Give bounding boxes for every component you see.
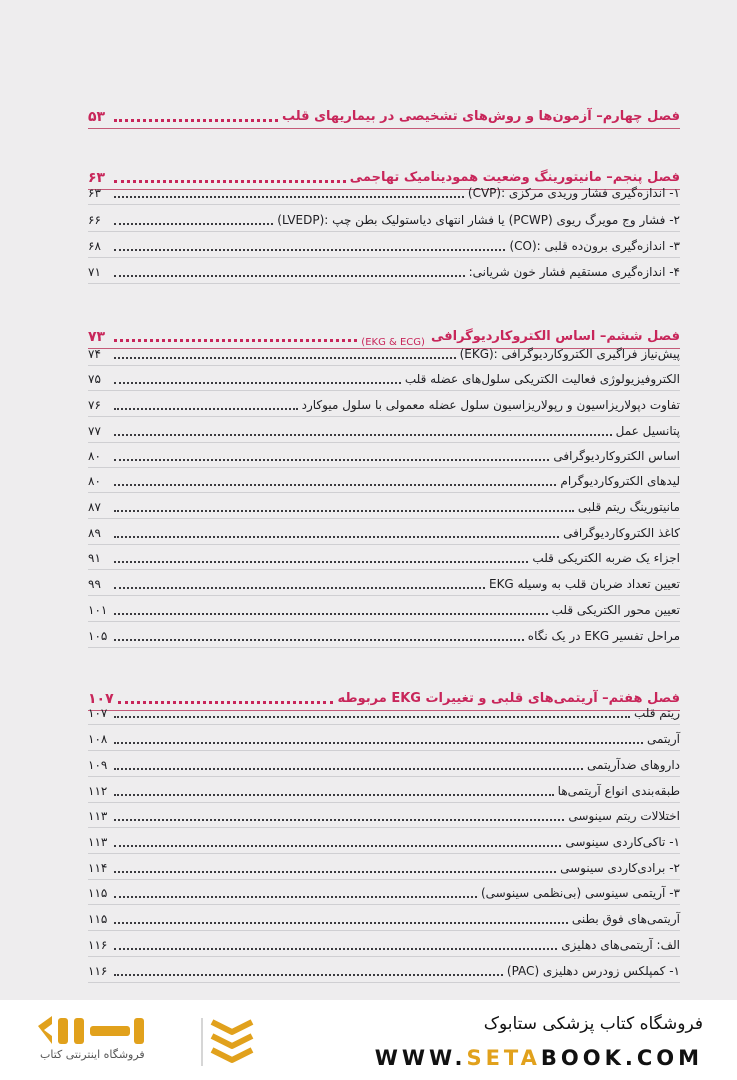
page-number: ۱۱۵: [88, 912, 108, 926]
page-number: ۶۳: [88, 170, 106, 186]
toc-entry-row[interactable]: [88, 392, 680, 417]
dot-leader: [114, 248, 505, 251]
entry-title: پیش‌نیاز فراگیری الکتروکاردیوگرافی :(EKG): [459, 347, 680, 361]
toc-entry-row[interactable]: [88, 418, 680, 443]
dot-leader: [114, 118, 278, 122]
toc-entry-row[interactable]: [88, 443, 680, 468]
page-number: ۱۰۸: [88, 732, 108, 746]
dot-leader: [114, 741, 643, 744]
page-number: ۵۳: [88, 109, 106, 125]
entry-title: آریتمی: [646, 732, 680, 746]
page-number: ۷۳: [88, 329, 106, 345]
page-number: ۱۱۳: [88, 809, 108, 823]
entry-title: ۳- آریتمی سینوسی (بی‌نظمی سینوسی): [480, 886, 680, 900]
toc-entry-row[interactable]: [88, 233, 680, 258]
page-number: ۱۰۵: [88, 629, 108, 643]
chapter-tag: (EKG & ECG): [361, 337, 425, 348]
logo-caption: فروشگاه اینترنتی کتاب: [40, 1048, 145, 1061]
entry-title: اساس الکتروکاردیوگرافی: [553, 449, 680, 463]
page-number: ۷۶: [88, 398, 101, 412]
toc-entry-row[interactable]: [88, 180, 680, 205]
page-number: ۶۶: [88, 213, 101, 227]
chapter-title: فصل هفتم– آریتمی‌های قلبی و تغییرات EKG مربوطه: [337, 691, 680, 706]
entry-title: اجزاء یک ضربه الکتریکی قلب: [532, 551, 680, 565]
chapter-title: فصل ششم– اساس الکتروکاردیوگرافی: [430, 329, 680, 344]
entry-title: ۱- تاکی‌کاردی سینوسی: [565, 835, 680, 849]
toc-entry-row[interactable]: [88, 545, 680, 570]
store-name: فروشگاه کتاب پزشکی ستابوک: [483, 1014, 703, 1034]
page-number: ۷۴: [88, 347, 101, 361]
dot-leader: [114, 560, 528, 563]
toc-entry-row[interactable]: [88, 341, 680, 366]
toc-entry-row[interactable]: [88, 880, 680, 905]
toc-entry-row[interactable]: [88, 366, 680, 391]
toc-entry-row[interactable]: [88, 520, 680, 545]
toc-entry-row[interactable]: [88, 259, 680, 284]
page-number: ۷۵: [88, 372, 101, 386]
toc-entry-row[interactable]: [88, 207, 680, 232]
dot-leader: [114, 818, 564, 821]
page-number: ۹۱: [88, 551, 101, 565]
page-number: ۱۱۵: [88, 886, 108, 900]
toc-entry-row[interactable]: [88, 752, 680, 777]
toc-entry-row[interactable]: [88, 700, 680, 725]
toc-entry-row[interactable]: [88, 571, 680, 596]
page-number: ۱۱۶: [88, 938, 108, 952]
dot-leader: [114, 870, 556, 873]
entry-title: پتانسیل عمل: [615, 424, 680, 438]
entry-title: مراحل تفسیر EKG در یک نگاه: [527, 629, 680, 643]
dot-leader: [114, 844, 561, 847]
page-number: ۷۷: [88, 424, 101, 438]
entry-title: مانیتورینگ ریتم قلبی: [577, 500, 680, 514]
dot-leader: [114, 407, 298, 410]
dot-leader: [114, 483, 556, 486]
entry-title: الف: آریتمی‌های دهلیزی: [561, 938, 680, 952]
toc-entry-row[interactable]: [88, 597, 680, 622]
entry-title: ۴- اندازه‌گیری مستقیم فشار خون شریانی:: [468, 265, 680, 279]
page-number: ۸۰: [88, 449, 101, 463]
dot-leader: [114, 381, 401, 384]
toc-entry-row[interactable]: [88, 932, 680, 957]
entry-title: ۱- کمپلکس زودرس دهلیزی (PAC): [506, 964, 680, 978]
dot-leader: [114, 586, 485, 589]
dot-leader: [114, 895, 477, 898]
page-number: ۹۹: [88, 577, 101, 591]
page-number: ۶۸: [88, 239, 101, 253]
dot-leader: [114, 638, 524, 641]
dot-leader: [114, 433, 612, 436]
toc-entry-row[interactable]: [88, 726, 680, 751]
toc-entry-row[interactable]: [88, 468, 680, 493]
entry-title: الکتروفیزیولوژی فعالیت الکتریکی سلول‌های عضله قلب: [404, 372, 680, 386]
toc-entry-row[interactable]: [88, 906, 680, 931]
page-number: ۱۱۳: [88, 835, 108, 849]
page-number: ۱۰۷: [88, 706, 108, 720]
page-number: ۸۷: [88, 500, 101, 514]
page-number: ۱۰۷: [88, 691, 114, 707]
page-number: ۸۰: [88, 474, 101, 488]
chapter-title: فصل پنجم– مانیتورینگ وضعیت همودینامیک تهاجمی: [349, 170, 680, 185]
entry-title: ۳- اندازه‌گیری برون‌ده قلبی :(CO): [509, 239, 680, 253]
page-number: ۶۳: [88, 186, 101, 200]
entry-title: ۲- فشار وج مویرگ ریوی (PCWP) یا فشار انتهای دیاستولیک بطن چپ :(LVEDP): [277, 213, 680, 227]
page-number: ۱۱۶: [88, 964, 108, 978]
page-number: ۱۰۹: [88, 758, 108, 772]
dot-leader: [114, 767, 583, 770]
entry-title: لیدهای الکتروکاردیوگرام: [560, 474, 680, 488]
entry-title: کاغذ الکتروکاردیوگرافی: [563, 526, 680, 540]
toc-entry-row[interactable]: [88, 829, 680, 854]
setabook-logo-icon: [34, 1012, 254, 1072]
chapter-title: فصل چهارم– آزمون‌ها و روش‌های تشخیصی در بیماریهای قلب: [281, 109, 680, 124]
dot-leader: [114, 793, 554, 796]
entry-title: آریتمی‌های فوق بطنی: [571, 912, 680, 926]
toc-entry-row[interactable]: [88, 778, 680, 803]
dot-leader: [114, 274, 465, 277]
url-prefix: WWW.: [374, 1046, 467, 1070]
entry-title: اختلالات ریتم سینوسی: [568, 809, 680, 823]
dot-leader: [114, 356, 456, 359]
dot-leader: [114, 715, 630, 718]
entry-title: ۱- اندازه‌گیری فشار وریدی مرکزی :(CVP): [467, 186, 680, 200]
toc-entry-row[interactable]: [88, 958, 680, 983]
dot-leader: [114, 458, 549, 461]
entry-title: ۲- برادی‌کاردی سینوسی: [560, 861, 680, 875]
store-url[interactable]: [375, 1046, 703, 1070]
entry-title: تعیین محور الکتریکی قلب: [551, 603, 680, 617]
page-number: ۷۱: [88, 265, 101, 279]
dot-leader: [114, 947, 557, 950]
toc-entry-row[interactable]: [88, 855, 680, 880]
url-accent: SETA: [466, 1046, 541, 1070]
page-number: ۱۰۱: [88, 603, 108, 617]
dot-leader: [114, 509, 574, 512]
entry-title: داروهای ضدآریتمی: [587, 758, 680, 772]
dot-leader: [114, 973, 503, 976]
dot-leader: [114, 612, 548, 615]
entry-title: تفاوت دپولاریزاسیون و رپولاریزاسیون سلول عضله معمولی با سلول میوکارد: [301, 398, 680, 412]
toc-entry-row[interactable]: [88, 494, 680, 519]
page-number: ۱۱۲: [88, 784, 108, 798]
url-suffix: BOOK.COM: [540, 1046, 703, 1070]
toc-entry-row[interactable]: [88, 803, 680, 828]
dot-leader: [114, 222, 273, 225]
page-number: ۱۱۴: [88, 861, 108, 875]
entry-title: طبقه‌بندی انواع آریتمی‌ها: [557, 784, 680, 798]
toc-entry-row[interactable]: [88, 623, 680, 648]
dot-leader: [114, 921, 568, 924]
footer-banner: [0, 1000, 737, 1080]
dot-leader: [114, 535, 559, 538]
page-number: ۸۹: [88, 526, 101, 540]
toc-chapter-row[interactable]: [88, 96, 680, 129]
entry-title: تعیین تعداد ضربان قلب به وسیله EKG: [488, 577, 680, 591]
dot-leader: [114, 195, 464, 198]
entry-title: ریتم قلب: [633, 706, 680, 720]
